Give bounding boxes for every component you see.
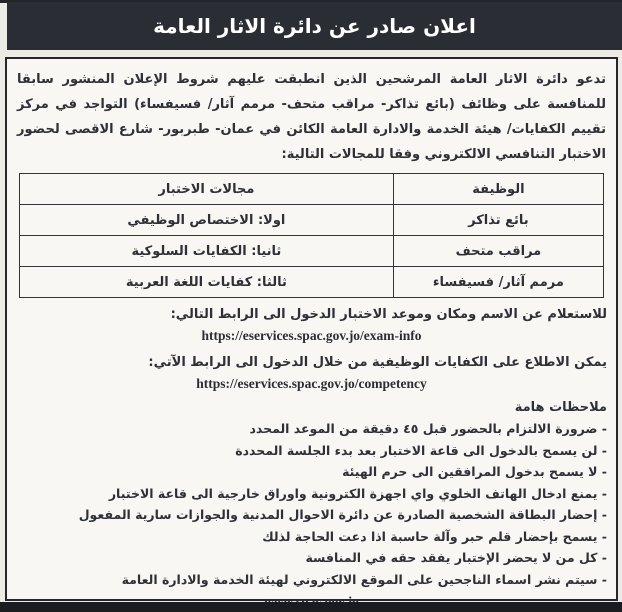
intro-paragraph: تدعو دائرة الاثار العامة المرشحين الذين انطبقت عليهم شروط الإعلان المنشور سابقا للمنافسة على وظائف (بائع تذاكر- مراقب متحف- مرمم آثار/ فسيفساء) التواجد في مركز تقييم الكفايات/ هيئة الخدمة والادارة العامة الكائن في عمان- طبربور- شارع الاقصى لحضور الاختبار التنافسي الالكتروني وفقا للمجالات التالية: — [17, 72, 606, 162]
table-row — [19, 236, 603, 267]
competency-label: يمكن الاطلاع على الكفايات الوظيفية من خلال الدخول الى الرابط الآتي: — [148, 355, 607, 370]
note-item: - لن يسمح بالدخول الى قاعة الاختبار بعد بدء الجلسة المحددة — [235, 442, 607, 458]
note-item: - يسمح بإحضار قلم حبر وآلة حاسبة اذا دعت الحاجة لذلك — [262, 528, 607, 544]
announcement-title: اعلان صادر عن دائرة الاثار العامة — [153, 14, 476, 38]
note-item: - يمنع ادخال الهاتف الخلوي واي اجهزة الكترونية واوراق خارجية الى قاعة الاختبار — [108, 485, 607, 501]
area-cell: ثانيا: الكفايات السلوكية — [19, 236, 393, 267]
notes-heading: ملاحظات هامة — [514, 400, 607, 415]
area-cell: ثالثا: كفايات اللغة العربية — [19, 267, 393, 298]
jobs-table — [19, 173, 604, 298]
page-bottom-edge — [0, 602, 622, 612]
job-cell: مراقب متحف — [393, 236, 603, 267]
note-item: - لا يسمح بدخول المرافقين الى حرم الهيئة — [342, 464, 607, 479]
note-item: - ضرورة الالتزام بالحضور قبل ٤٥ دقيقة من الموعد المحدد — [249, 421, 607, 436]
announcement-body — [5, 57, 618, 601]
competency-url: https://eservices.spac.gov.jo/competency — [196, 376, 427, 391]
table-header-job: الوظيفة — [393, 174, 603, 205]
table-header-row — [19, 174, 603, 205]
exam-info-url: https://eservices.spac.gov.jo/exam-info — [201, 328, 422, 343]
table-row — [19, 205, 603, 236]
note-item: - سيتم نشر اسماء الناجحين على الموقع الالكتروني لهيئة الخدمة والادارة العامة — [121, 571, 607, 587]
note-item: - إحضار البطاقة الشخصية الصادرة عن دائرة الاحوال المدنية والجوازات سارية المفعول — [78, 507, 607, 522]
table-row — [19, 267, 603, 298]
table-header-areas: مجالات الاختبار — [19, 174, 393, 205]
exam-info-label: للاستعلام عن الاسم ومكان وموعد الاختبار الدخول الى الرابط التالي: — [170, 307, 607, 322]
announcement-header — [7, 2, 622, 50]
job-cell: بائع تذاكر — [393, 205, 603, 236]
area-cell: اولا: الاختصاص الوظيفي — [19, 205, 393, 236]
job-cell: مرمم آثار/ فسيفساء — [393, 267, 603, 298]
note-item: - كل من لا يحضر الإختبار يفقد حقه في المنافسة — [305, 550, 607, 565]
